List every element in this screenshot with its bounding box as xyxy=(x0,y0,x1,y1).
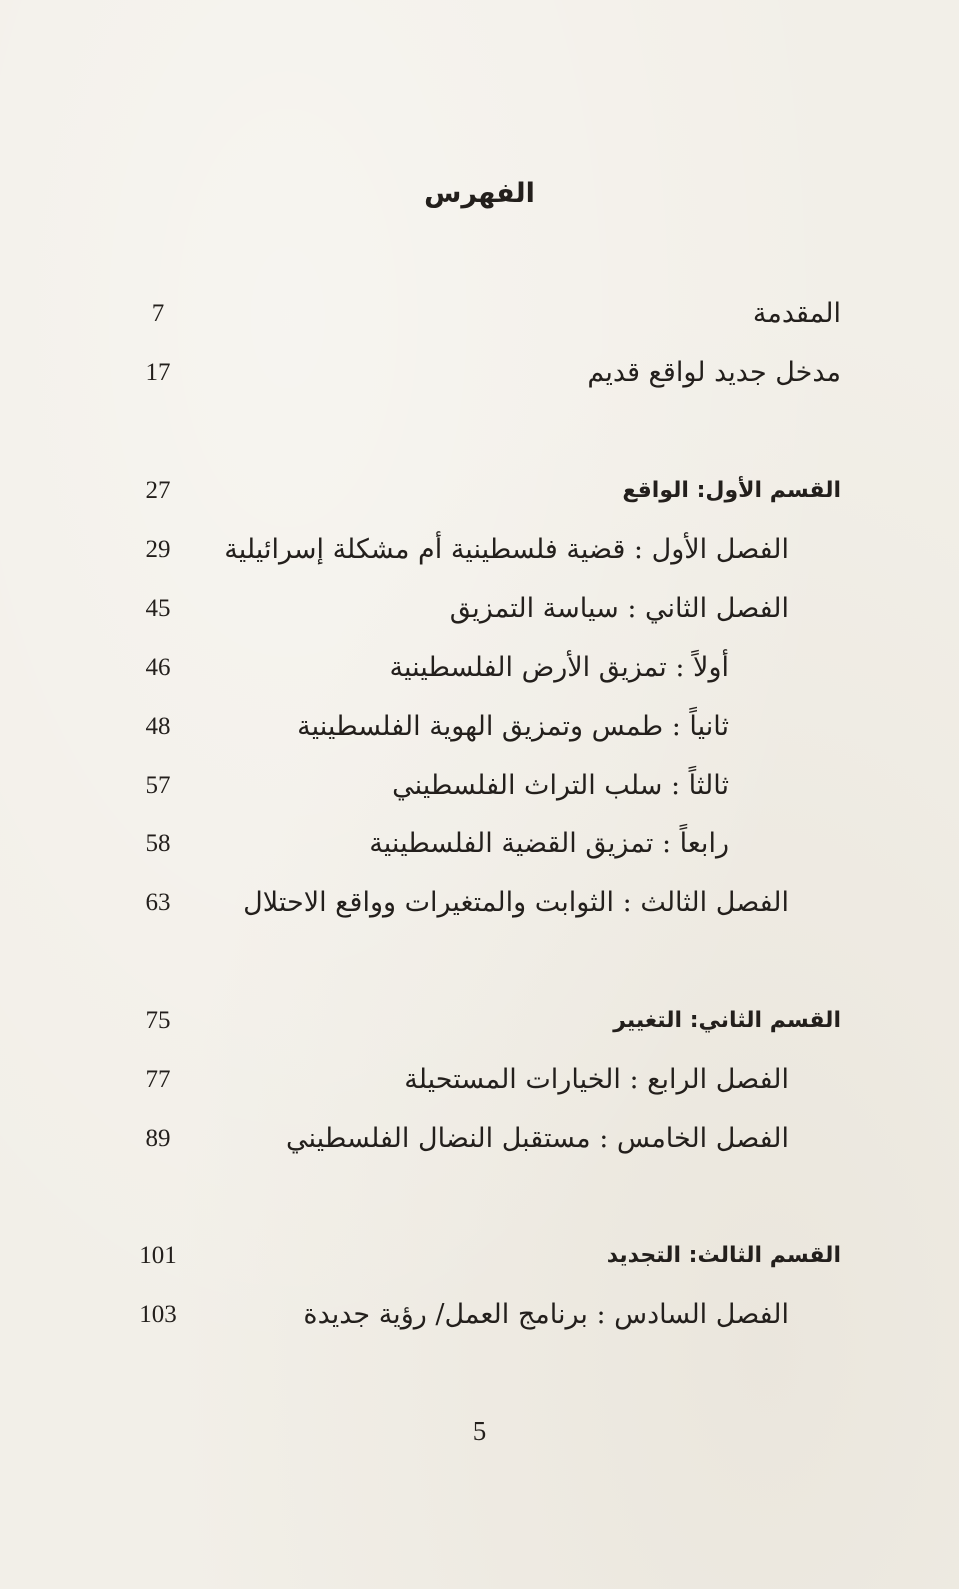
page-title: الفهرس xyxy=(424,178,535,209)
toc-entry-label: الفصل الثاني : سياسة التمزيق xyxy=(449,593,789,624)
toc-entry-page: 29 xyxy=(145,536,171,563)
toc-entry-page: 17 xyxy=(145,359,171,386)
toc-entry-page: 27 xyxy=(145,477,171,504)
toc-entry-label: الفصل السادس : برنامج العمل/ رؤية جديدة xyxy=(303,1299,789,1330)
toc-part-label: القسم الثاني: التغيير xyxy=(613,1008,841,1033)
toc-entry-page: 63 xyxy=(145,889,171,916)
toc-part-label: القسم الأول: الواقع xyxy=(622,478,841,503)
toc-entry-page: 57 xyxy=(145,772,171,799)
toc-chapter-five xyxy=(0,1117,959,1167)
toc-chapter-one xyxy=(0,528,959,578)
toc-part-two xyxy=(0,999,959,1049)
toc-entry-label: رابعاً : تمزيق القضية الفلسطينية xyxy=(369,828,729,859)
toc-entry-page: 89 xyxy=(145,1125,171,1152)
toc-section-third xyxy=(0,764,959,814)
toc-entry-page: 75 xyxy=(145,1007,171,1034)
toc-entry-label: الفصل الخامس : مستقبل النضال الفلسطيني xyxy=(286,1123,789,1154)
toc-entry-label: مدخل جديد لواقع قديم xyxy=(587,357,841,388)
toc-entry-label: ثالثاً : سلب التراث الفلسطيني xyxy=(392,770,729,801)
toc-entry-page: 103 xyxy=(139,1301,177,1328)
toc-part-three xyxy=(0,1234,959,1284)
toc-entry-page: 7 xyxy=(151,300,165,327)
toc-entry-page: 48 xyxy=(145,713,171,740)
toc-entry-label: الفصل الأول : قضية فلسطينية أم مشكلة إسرائيلية xyxy=(224,534,789,565)
toc-section-second xyxy=(0,705,959,755)
toc-entry-introduction xyxy=(0,292,959,342)
toc-entry-label: المقدمة xyxy=(752,298,841,329)
toc-entry-label: الفصل الرابع : الخيارات المستحيلة xyxy=(404,1064,789,1095)
toc-chapter-two xyxy=(0,587,959,637)
toc-chapter-six xyxy=(0,1293,959,1343)
toc-section-first xyxy=(0,646,959,696)
toc-entry-prelude xyxy=(0,351,959,401)
toc-entry-label: أولاً : تمزيق الأرض الفلسطينية xyxy=(389,652,729,683)
toc-entry-label: الفصل الثالث : الثوابت والمتغيرات وواقع الاحتلال xyxy=(243,887,789,918)
toc-entry-page: 77 xyxy=(145,1066,171,1093)
toc-entry-label: ثانياً : طمس وتمزيق الهوية الفلسطينية xyxy=(297,711,729,742)
page-number: 5 xyxy=(472,1416,487,1446)
toc-entry-page: 101 xyxy=(139,1242,177,1269)
toc-part-label: القسم الثالث: التجديد xyxy=(606,1243,841,1268)
toc-part-one xyxy=(0,469,959,519)
toc-entry-page: 46 xyxy=(145,654,171,681)
toc-chapter-three xyxy=(0,881,959,931)
toc-section-fourth xyxy=(0,822,959,872)
toc-entry-page: 58 xyxy=(145,830,171,857)
toc-chapter-four xyxy=(0,1058,959,1108)
toc-entry-page: 45 xyxy=(145,595,171,622)
